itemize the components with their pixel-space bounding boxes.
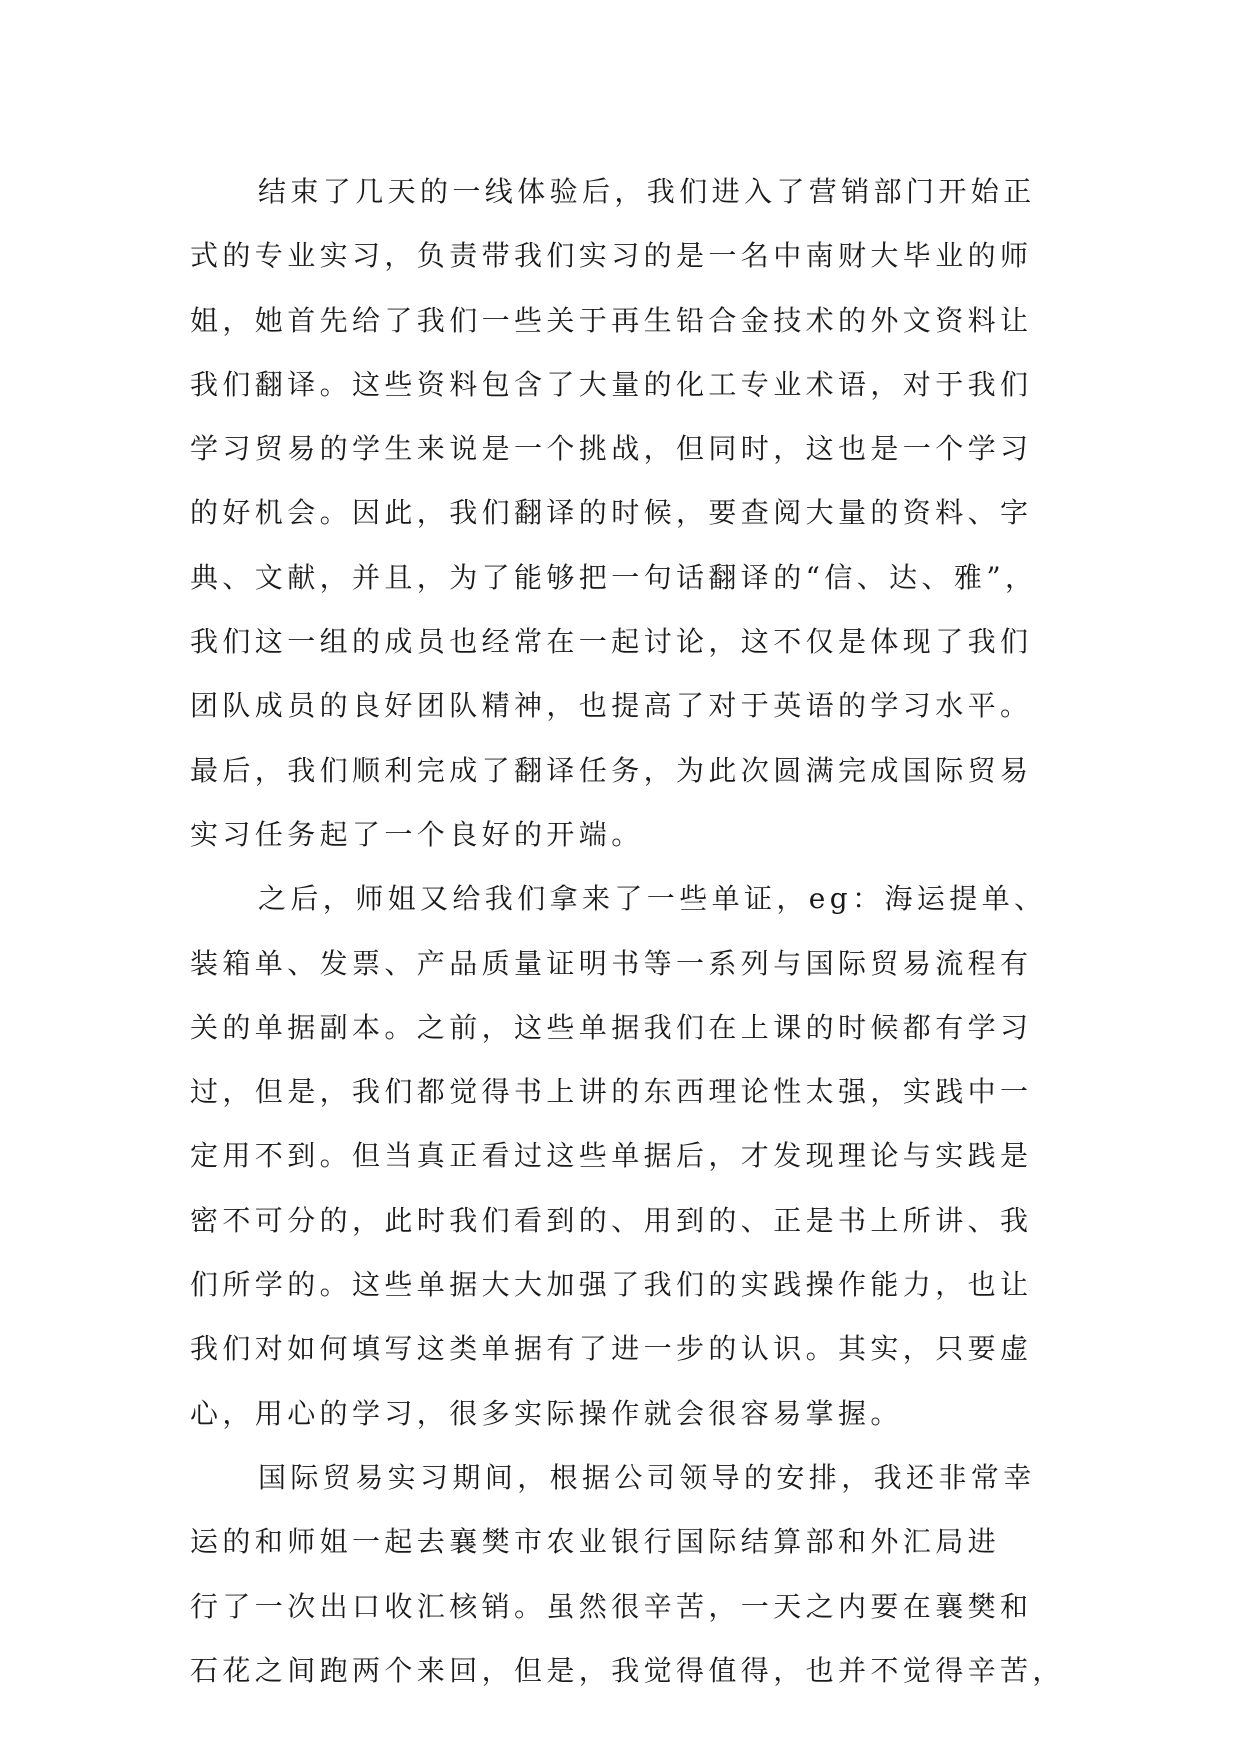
text-line: 行了一次出口收汇核销。虽然很辛苦，一天之内要在襄樊和 <box>190 1589 1033 1623</box>
text-line: 过，但是，我们都觉得书上讲的东西理论性太强，实践中一 <box>190 1075 1033 1109</box>
text-line: 我们对如何填写这类单据有了进一步的认识。其实，只要虚 <box>190 1332 1033 1366</box>
body-text <box>190 160 1065 1703</box>
text-line: 结束了几天的一线体验后，我们进入了营销部门开始正 <box>258 175 1036 208</box>
text-line: 的好机会。因此，我们翻译的时候，要查阅大量的资料、字 <box>190 496 1033 530</box>
text-line: 密不可分的，此时我们看到的、用到的、正是书上所讲、我 <box>190 1203 1033 1237</box>
text-line: 运的和师姐一起去襄樊市农业银行国际结算部和外汇局进 <box>190 1525 1001 1559</box>
text-line: 装箱单、发票、产品质量证明书等一系列与国际贸易流程有 <box>190 946 1033 980</box>
text-line: 学习贸易的学生来说是一个挑战，但同时，这也是一个学习 <box>190 432 1033 466</box>
text-line: 我们这一组的成员也经常在一起讨论，这不仅是体现了我们 <box>190 625 1033 659</box>
text-line: 关的单据副本。之前，这些单据我们在上课的时候都有学习 <box>190 1010 1033 1044</box>
text-line: 我们翻译。这些资料包含了大量的化工专业术语，对于我们 <box>190 367 1033 401</box>
text-line: 国际贸易实习期间，根据公司领导的安排，我还非常幸 <box>258 1460 1036 1494</box>
text-line: 定用不到。但当真正看过这些单据后，才发现理论与实践是 <box>190 1139 1033 1173</box>
text-line: 之后，师姐又给我们拿来了一些单证，eg：海运提单、 <box>258 882 1047 916</box>
text-line: 团队成员的良好团队精神，也提高了对于英语的学习水平。 <box>190 689 1033 723</box>
text-line: 们所学的。这些单据大大加强了我们的实践操作能力，也让 <box>190 1268 1033 1302</box>
text-line: 典、文献，并且，为了能够把一句话翻译的“信、达、雅”， <box>190 560 1038 594</box>
text-line: 式的专业实习，负责带我们实习的是一名中南财大毕业的师 <box>190 239 1033 273</box>
text-line: 实习任务起了一个良好的开端。 <box>190 817 644 851</box>
text-line: 心，用心的学习，很多实际操作就会很容易掌握。 <box>190 1396 903 1430</box>
text-line: 姐，她首先给了我们一些关于再生铅合金技术的外文资料让 <box>190 303 1033 337</box>
text-line: 石花之间跑两个来回，但是，我觉得值得，也并不觉得辛苦， <box>190 1653 1065 1687</box>
text-line: 最后，我们顺利完成了翻译任务，为此次圆满完成国际贸易 <box>190 753 1033 787</box>
